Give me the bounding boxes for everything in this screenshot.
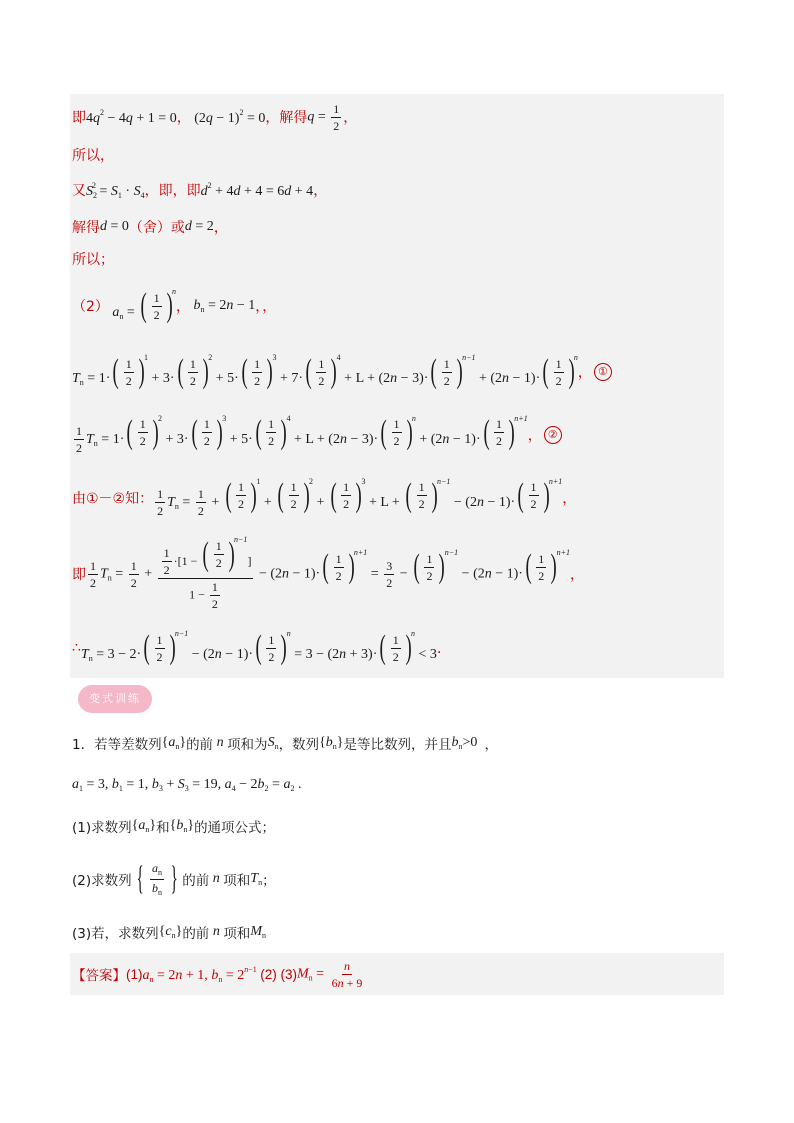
text: ， — [313, 183, 328, 199]
equation: $d^2 + 4d + 4 = 6d + 4$ — [200, 180, 314, 199]
part-label: (1) — [126, 966, 143, 982]
question-line-4 — [72, 860, 276, 898]
equation: $4q^2 - 4q + 1 = 0$ — [86, 107, 177, 126]
text: ， — [562, 491, 577, 507]
math: $M_n$ — [250, 924, 266, 940]
text: ， — [570, 567, 585, 583]
text: ． — [436, 641, 451, 657]
question-line-2 — [72, 775, 301, 795]
text: 项和 — [223, 873, 251, 889]
answer-math: $M_n$ = $\frac{n}{6n + 9}$ — [297, 958, 363, 990]
text: 又 — [72, 183, 86, 199]
question-line-1 — [72, 733, 498, 753]
question-line-5 — [72, 922, 266, 942]
text: ； — [262, 873, 276, 889]
text: 解得 — [72, 220, 100, 236]
text: ， — [175, 299, 190, 315]
solution-line-4 — [72, 218, 228, 236]
text: ，解得 — [265, 110, 308, 126]
solution-line-11 — [72, 628, 451, 668]
equation: d = 2 — [184, 219, 214, 234]
answer-math: $a_n = 2n + 1$, $b_n = 2^{n-1}$ — [142, 964, 257, 984]
text: 即 — [72, 110, 86, 126]
math: $a_1 = 3$, $b_1 = 1$, $b_3 + S_3 = 19$, $a_4 - 2b_2 = a_2$ . — [72, 777, 302, 793]
solution-line-2: 所以， — [72, 148, 114, 164]
part-label: (3) — [280, 966, 297, 982]
text: 即 — [72, 567, 86, 583]
math: n — [209, 924, 224, 939]
math: n — [209, 871, 224, 886]
text: 的通项公式； — [194, 820, 276, 836]
math: { $\frac{a_n}{b_n}$ } — [136, 860, 178, 897]
equation: $(2q - 1)^2 = 0$ — [190, 107, 266, 126]
equation: $a_n$ = ( $\frac{1}{2}$ ) n — [112, 287, 176, 324]
text: (2)求数列 — [72, 873, 132, 889]
math: $\{a_n\}$ — [131, 818, 157, 834]
text: ，， — [255, 299, 277, 315]
text: （2） — [72, 299, 109, 315]
equation: $\frac{1}{2}$ $T_n$ = $\frac{1}{2}$ + ( $\frac{1}{2}$ ) 1 + ( $\frac{1}{2}$ ) 2 + ( $\frac{1}{2}$ ) 3 + L + ( $\frac{1}{2}$ ) n−1 − (2n − 1)· ( $\frac{1}{2}$ ) n+1 — [157, 476, 563, 519]
solution-line-1 — [72, 102, 357, 132]
text: ， — [484, 737, 498, 753]
text: 和 — [156, 820, 170, 836]
equation: $\frac{1}{2}$ $T_n = 1\cdot$ ( $\frac{1}{2}$ ) 2 + 3· ( $\frac{1}{2}$ ) 3 + 5· ( $\frac{1}{2}$ ) 4 + L + (2n − 3)· ( $\frac{1}{2}$ ) n + (2n − 1)· ( $\frac{1}{2}$ ) n+1 — [76, 413, 528, 456]
text: ， — [213, 220, 228, 236]
text: ， — [527, 428, 542, 444]
text: ， — [176, 110, 191, 126]
equation: $S_2^2 = S_1 \cdot S_4$ — [86, 180, 145, 200]
equation: q = $\frac{1}{2}$ — [307, 101, 340, 133]
solution-line-3 — [72, 180, 327, 200]
solution-line-9 — [72, 478, 576, 518]
math: n — [213, 735, 228, 750]
circled-number-2: ② — [544, 426, 562, 444]
text: 的前 — [186, 737, 214, 753]
math: $\{b_n\}$ — [169, 818, 195, 834]
text: 的前 — [182, 873, 210, 889]
math: $\{c_n\}$ — [158, 924, 183, 940]
text: (1)求数列 — [72, 820, 132, 836]
variant-training-badge: 变式训练 — [78, 685, 152, 713]
therefore-symbol: ∴ — [72, 640, 81, 656]
solution-line-8 — [72, 415, 564, 455]
solution-line-7 — [72, 352, 614, 392]
math: $\{a_n\}$ — [161, 735, 187, 751]
text: 项和为 — [227, 737, 268, 753]
math: $\{b_n\}$ — [319, 735, 344, 751]
equation: $b_n = 2n - 1$ — [193, 298, 256, 314]
text: （舍）或 — [128, 220, 185, 236]
text: 由①－②知： — [72, 491, 154, 507]
equation: d = 0 — [100, 219, 129, 234]
math: $b_n>0$ — [451, 735, 485, 751]
text: ， — [343, 110, 358, 126]
question-line-3 — [72, 816, 275, 836]
equation: $T_n = 1\cdot$ ( $\frac{1}{2}$ ) 1 + 3· ( $\frac{1}{2}$ ) 2 + 5· ( $\frac{1}{2}$ ) 3 + 7· ( $\frac{1}{2}$ ) 4 + L + (2n − 3)· ( $\frac{1}{2}$ ) n−1 + (2n − 1)· ( $\frac{1}{2}$ ) n — [72, 353, 578, 390]
text: 的前 — [182, 926, 210, 942]
text: 是等比数列，并且 — [343, 737, 452, 753]
part-label: (2) — [260, 966, 277, 982]
text: ，即，即 — [144, 183, 201, 199]
math: $S_n$ — [267, 735, 279, 751]
math: $T_n$ — [250, 871, 263, 887]
text: 1．若等差数列 — [72, 737, 162, 753]
circled-number-1: ① — [594, 363, 612, 381]
text: ， — [577, 365, 592, 381]
text: 项和 — [223, 926, 251, 942]
solution-line-6 — [72, 288, 276, 324]
equation: $\frac{1}{2}$ $T_n$ = $\frac{1}{2}$ + $\frac{1}{2}$ ·[1 − ( $\frac{1}{2}$ ) n−1 ] 1 − $\frac{1}{2}$ − (2n − 1)· ( $\frac{1}{2}$ ) n+1 = $\frac{3}{2}$ − ( $\frac{1}{2}$ ) n−1 − (2n − 1)· ( $\frac{1}{2}$ ) n+1 — [90, 534, 571, 612]
solution-line-5: 所以； — [72, 252, 114, 268]
equation: $T_n = 3 - 2\cdot$ ( $\frac{1}{2}$ ) n−1 − (2n − 1)· ( $\frac{1}{2}$ ) n = 3 − (2n + 3)· ( $\frac{1}{2}$ ) n < 3 — [80, 629, 437, 666]
solution-line-10 — [72, 535, 584, 613]
answer-line — [72, 958, 366, 990]
text: (3)若，求数列 — [72, 926, 159, 942]
answer-label: 【答案】 — [72, 968, 126, 984]
text: ，数列 — [278, 737, 320, 753]
